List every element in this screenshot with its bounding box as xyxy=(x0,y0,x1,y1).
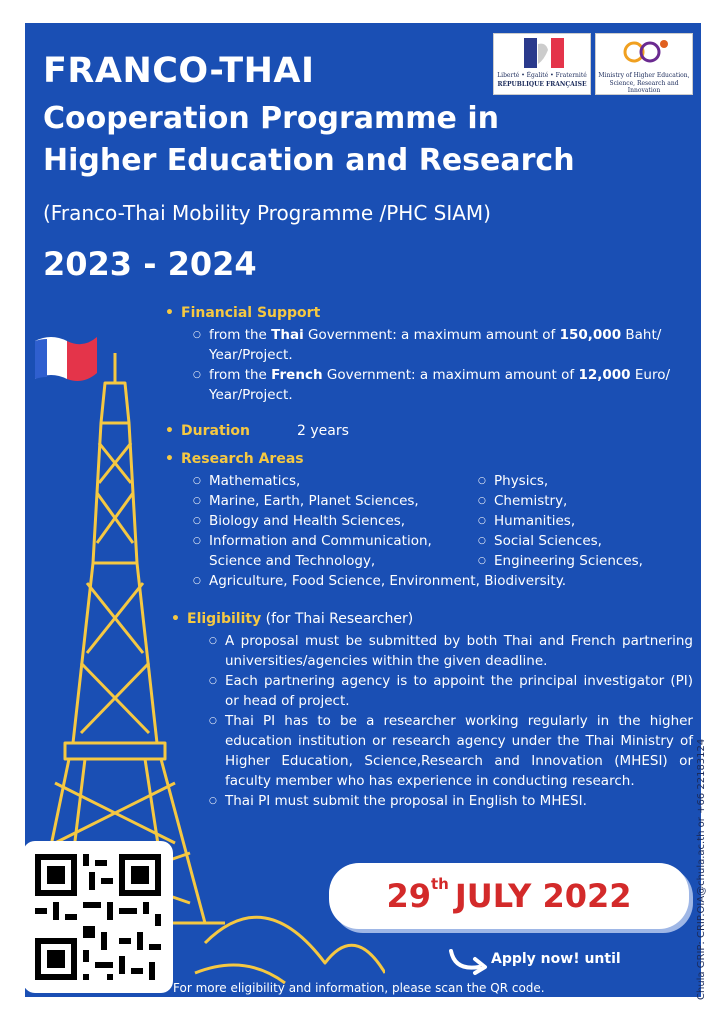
bullet-icon: • xyxy=(165,423,174,439)
title-main: FRANCO-THAI xyxy=(43,51,315,91)
financial-section xyxy=(165,303,695,405)
financial-french-bold: French xyxy=(271,367,323,383)
eligibility-item: ○ Each partnering agency is to appoint the principal investigator (PI) or head of project. xyxy=(209,671,693,711)
deadline-suffix: th xyxy=(431,875,449,893)
french-motto: Liberté • Égalité • Fraternité xyxy=(497,72,587,79)
financial-thai-suffix: Baht/ Year/Project. xyxy=(209,327,662,363)
financial-french-mid: Government: a maximum amount of xyxy=(322,367,579,383)
deadline-day: 29 xyxy=(386,877,431,915)
financial-list xyxy=(193,325,695,405)
title-line1: Cooperation Programme in xyxy=(43,101,499,136)
financial-thai xyxy=(193,325,695,365)
mhesi-logo xyxy=(595,33,693,95)
republique-francaise-logo xyxy=(493,33,591,95)
research-area: ○ Humanities, xyxy=(478,511,678,531)
eligibility-heading: Eligibility xyxy=(187,611,262,627)
research-area: ○ Biology and Health Sciences, xyxy=(193,511,478,531)
research-left-column xyxy=(193,471,478,571)
mhesi-emblem-icon xyxy=(622,38,670,66)
research-right-column xyxy=(478,471,678,571)
eligibility-item: ○ A proposal must be submitted by both Thai and French partnering universities/agencies within the given deadline. xyxy=(209,631,693,671)
qr-code-icon xyxy=(23,841,173,993)
eligibility-list xyxy=(209,631,693,811)
financial-french-prefix: from the xyxy=(209,367,272,383)
eligibility-item: ○ Thai PI must submit the proposal in English to MHESI. xyxy=(209,791,693,811)
bullet-icon: • xyxy=(165,305,174,321)
research-grid xyxy=(193,471,695,571)
french-republic-label: RÉPUBLIQUE FRANÇAISE xyxy=(497,81,587,88)
duration-heading: Duration xyxy=(181,423,251,439)
research-area: ○ Engineering Sciences, xyxy=(478,551,678,571)
research-area: ○ Chemistry, xyxy=(478,491,678,511)
research-area: ○ Physics, xyxy=(478,471,678,491)
eligibility-qualifier: (for Thai Researcher) xyxy=(261,611,414,627)
title-line2: Higher Education and Research xyxy=(43,143,575,178)
title-years: 2023 - 2024 xyxy=(43,245,257,283)
title-programme: (Franco-Thai Mobility Programme /PHC SIAM) xyxy=(43,201,491,225)
research-area: ○ Marine, Earth, Planet Sciences, xyxy=(193,491,478,511)
mhesi-line1: Ministry of Higher Education, xyxy=(598,72,690,79)
financial-thai-prefix: from the xyxy=(209,327,272,343)
financial-heading: Financial Support xyxy=(181,305,321,321)
research-area: ○ Mathematics, xyxy=(193,471,478,491)
bullet-icon: • xyxy=(165,451,174,467)
bullet-icon: • xyxy=(171,611,180,627)
mhesi-line2: Science, Research and Innovation xyxy=(609,80,679,94)
research-area-last: ○ Agriculture, Food Science, Environment, Biodiversity. xyxy=(193,571,695,591)
research-section xyxy=(165,449,695,591)
research-area: ○ Social Sciences, xyxy=(478,531,678,551)
footer-note: For more eligibility and information, please scan the QR code. xyxy=(173,981,545,995)
financial-french-amount: 12,000 xyxy=(578,367,631,383)
marianne-icon xyxy=(524,38,564,68)
deadline-month-year: JULY 2022 xyxy=(454,877,632,915)
poster-panel xyxy=(22,20,704,1000)
apply-now-label: Apply now! until xyxy=(491,951,621,967)
qr-code[interactable] xyxy=(23,841,173,993)
deadline-badge xyxy=(329,863,689,929)
financial-thai-mid: Government: a maximum amount of xyxy=(303,327,560,343)
partner-logos xyxy=(493,33,693,95)
eligibility-item: ○ Thai PI has to be a researcher working regularly in the higher education institution or research agency under the Thai Ministry of Higher Education, Science,Research and Innovation (MHESI) or faculty member who has experience in conducting research. xyxy=(209,711,693,791)
french-flag-icon xyxy=(31,329,101,389)
curved-arrow-icon xyxy=(445,941,489,977)
financial-thai-amount: 150,000 xyxy=(559,327,622,343)
research-area: ○ Information and Communication, Science and Technology, xyxy=(193,531,459,571)
duration-section xyxy=(165,421,565,441)
financial-thai-bold: Thai xyxy=(271,327,304,343)
financial-french-suffix: Euro/ Year/Project. xyxy=(209,367,671,403)
contact-info: Chula GRIP: CRIP.OIA@chula.ac.th or +66 22183124 xyxy=(696,738,707,1000)
eligibility-section xyxy=(171,609,693,811)
financial-french xyxy=(193,365,695,405)
research-heading: Research Areas xyxy=(181,451,304,467)
duration-value: 2 years xyxy=(297,423,349,439)
